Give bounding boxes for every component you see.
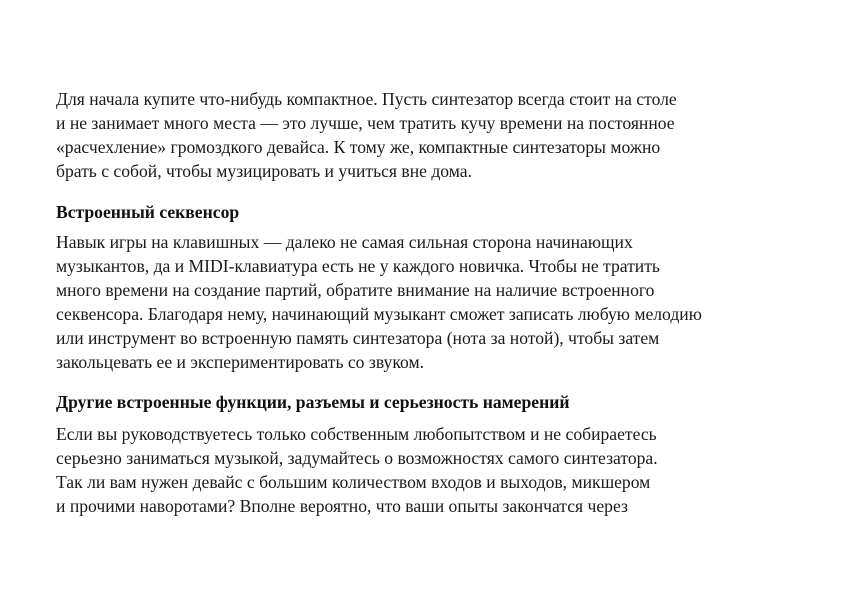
paragraph-line: закольцевать ее и экспериментировать со звуком. xyxy=(56,352,424,372)
paragraph-line: Для начала купите что-нибудь компактное. Пусть синтезатор всегда стоит на столе xyxy=(56,89,677,109)
paragraph-line: и прочими наворотами? Вполне вероятно, что ваши опыты закончатся через xyxy=(56,496,628,516)
paragraph-line: Так ли вам нужен девайс с большим количеством входов и выходов, микшером xyxy=(56,472,651,492)
paragraph-other-functions xyxy=(56,422,796,518)
paragraph-line: брать с собой, чтобы музицировать и учиться вне дома. xyxy=(56,161,472,181)
paragraph-line: секвенсора. Благодаря нему, начинающий музыкант сможет записать любую мелодию xyxy=(56,304,702,324)
paragraph-line: музыкантов, да и MIDI-клавиатура есть не у каждого новичка. Чтобы не тратить xyxy=(56,256,660,276)
paragraph-line: серьезно заниматься музыкой, задумайтесь о возможностях самого синтезатора. xyxy=(56,448,658,468)
paragraph-line: или инструмент во встроенную память синтезатора (нота за нотой), чтобы затем xyxy=(56,328,660,348)
paragraph-compact-synth xyxy=(56,87,796,183)
paragraph-line: Навык игры на клавишных — далеко не самая сильная сторона начинающих xyxy=(56,232,633,252)
section-heading-sequencer: Встроенный секвенсор xyxy=(56,202,240,222)
paragraph-line: много времени на создание партий, обратите внимание на наличие встроенного xyxy=(56,280,655,300)
section-heading-other-functions: Другие встроенные функции, разъемы и серьезность намерений xyxy=(56,392,570,412)
paragraph-line: «расчехление» громоздкого девайса. К тому же, компактные синтезаторы можно xyxy=(56,137,661,157)
paragraph-line: Если вы руководствуетесь только собственным любопытством и не собираетесь xyxy=(56,424,657,444)
paragraph-line: и не занимает много места — это лучше, чем тратить кучу времени на постоянное xyxy=(56,113,675,133)
paragraph-sequencer xyxy=(56,230,796,374)
